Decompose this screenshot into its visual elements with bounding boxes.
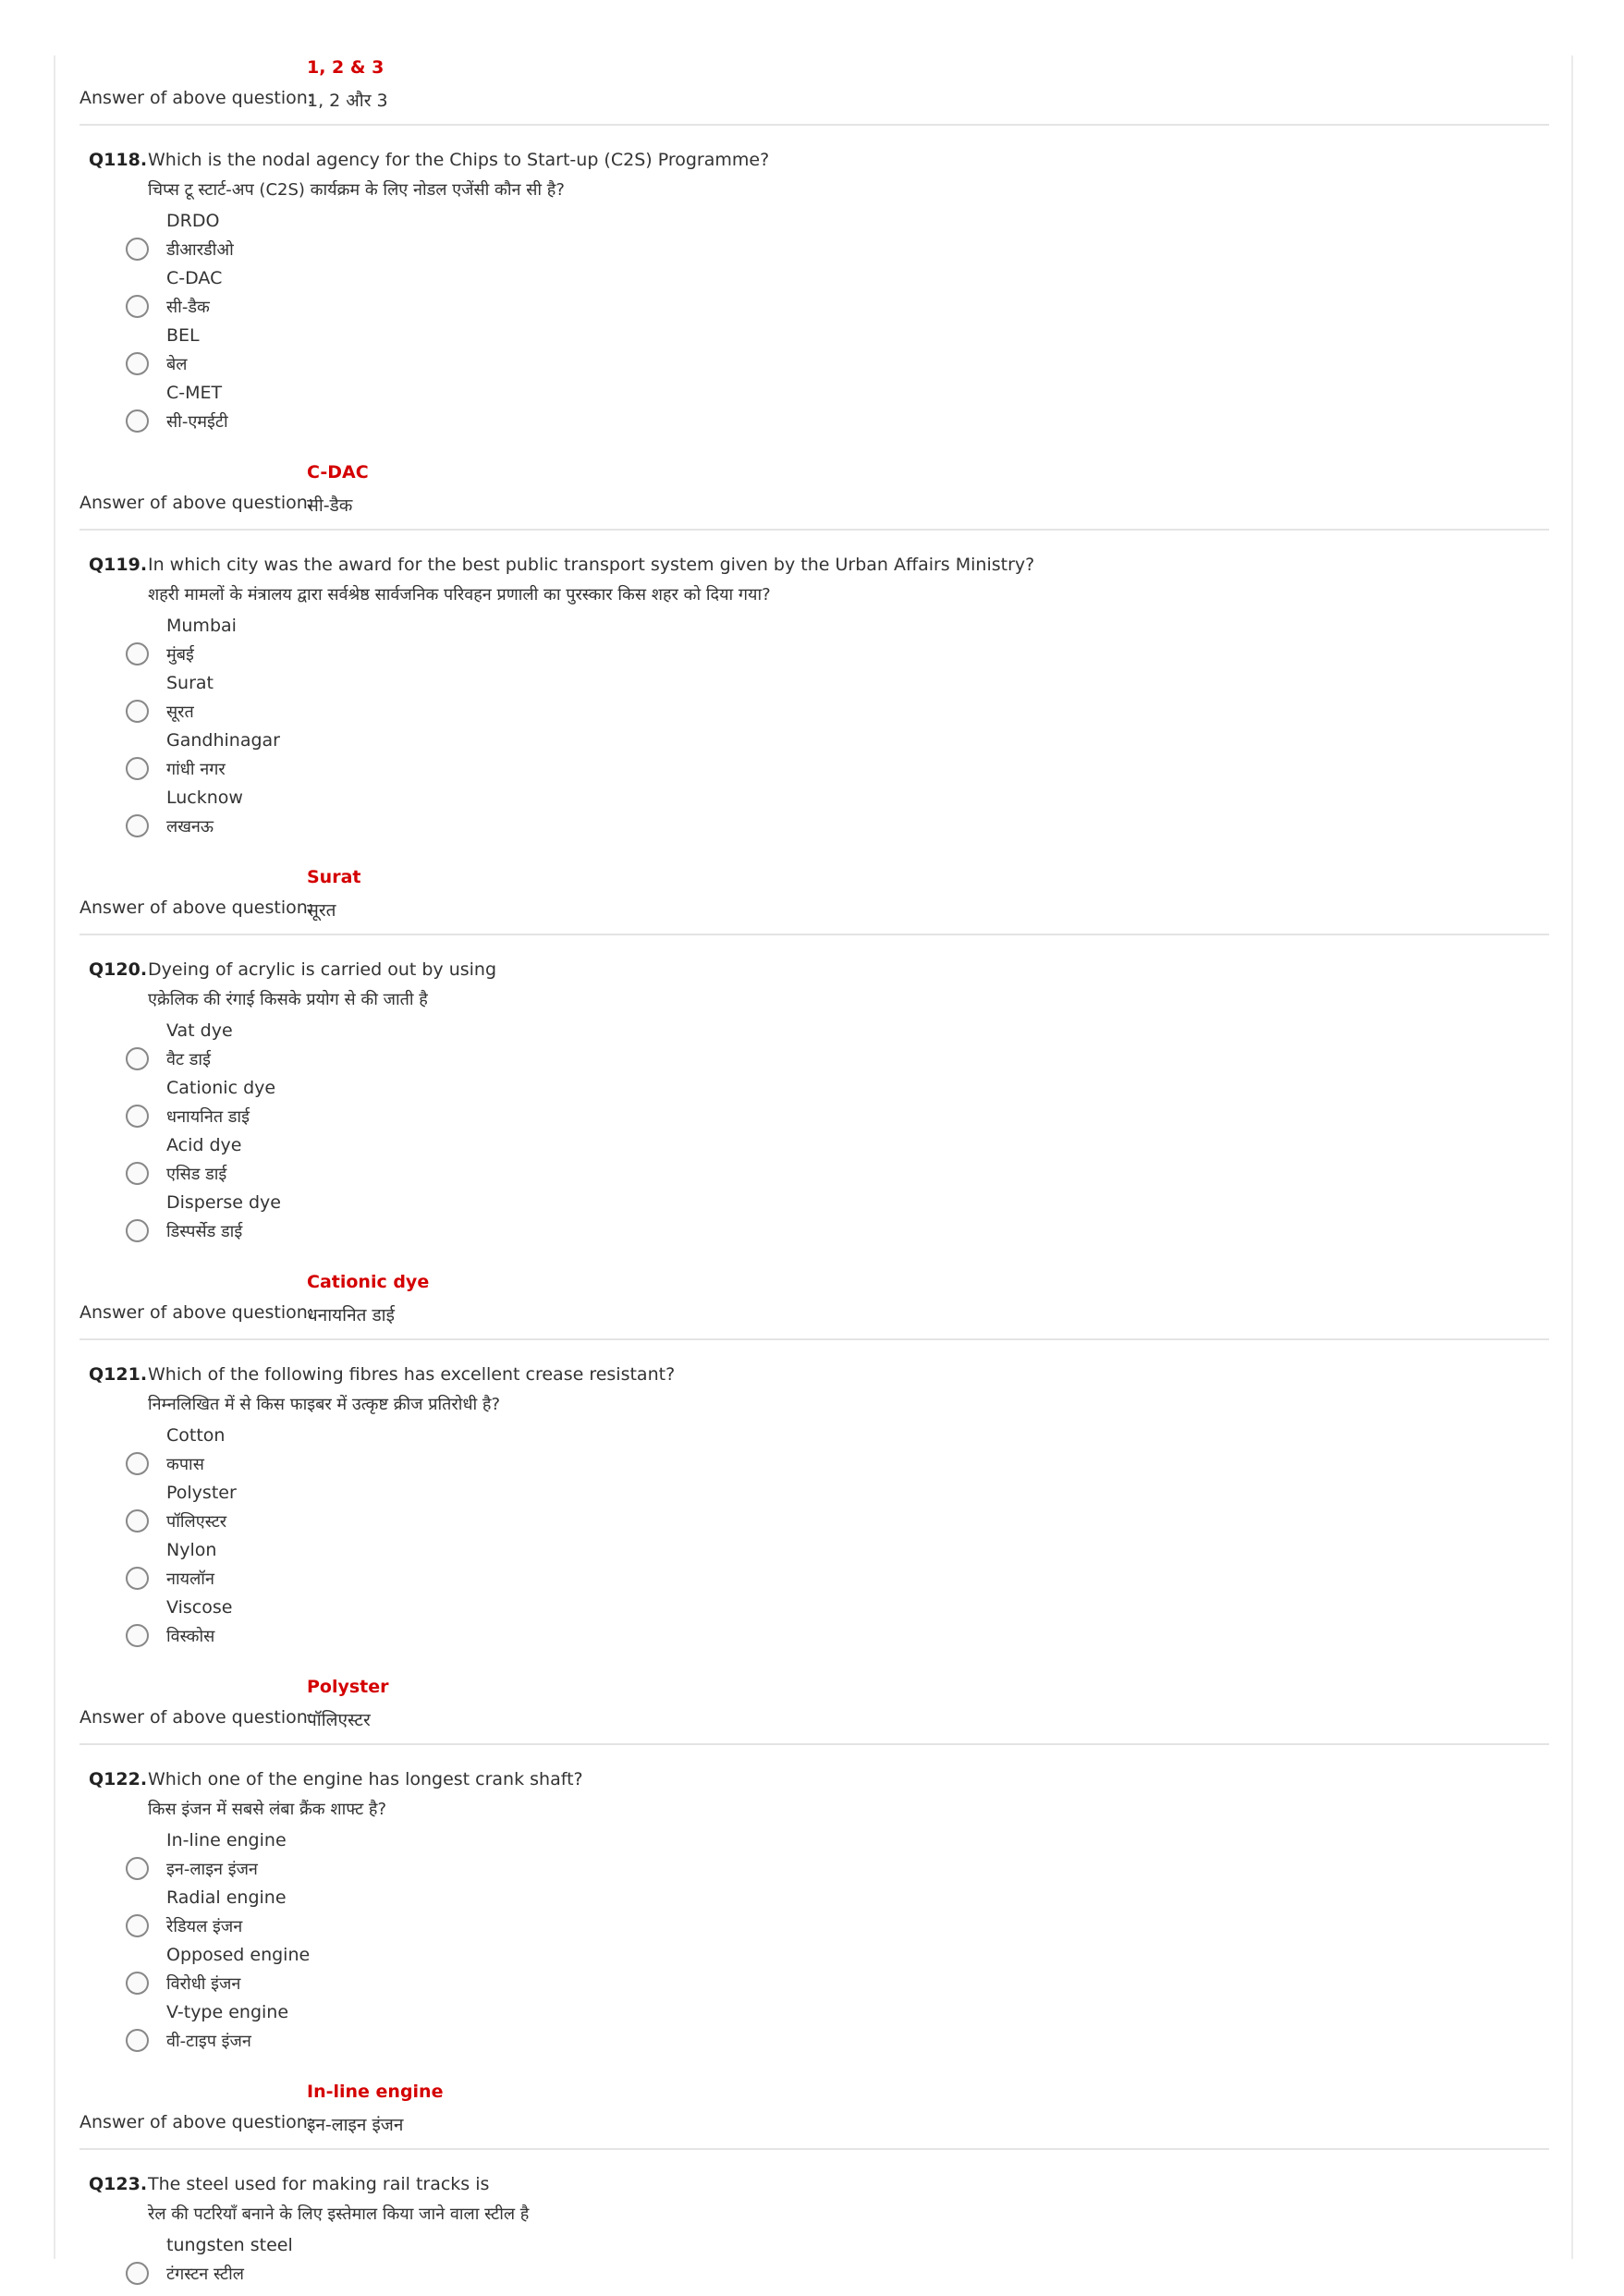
answer-hindi: पॉलिएस्टर — [307, 1710, 371, 1730]
question-text: Dyeing of acrylic is carried out by using — [148, 959, 497, 980]
option-label: In-line engine — [166, 1830, 287, 1850]
option-row — [79, 2027, 1549, 2056]
answer-label: Answer of above question: — [79, 1707, 314, 1728]
answer-english: Surat — [307, 867, 361, 887]
option-label: Gandhinagar — [166, 730, 280, 751]
answer-block — [79, 1272, 1549, 1325]
option-radio[interactable] — [126, 642, 149, 666]
option-label-hindi: सूरत — [166, 702, 194, 722]
option-label: Polyster — [166, 1483, 237, 1503]
question-number: Q119. — [89, 555, 148, 575]
question-list — [79, 150, 1549, 2150]
option-label-hindi: बेल — [166, 355, 188, 374]
option-label-hindi: इन-लाइन इंजन — [166, 1860, 258, 1879]
option-radio[interactable] — [126, 1452, 149, 1475]
option-label: Nylon — [166, 1540, 217, 1560]
option-label-hindi: वैट डाई — [166, 1050, 211, 1069]
option-row — [79, 755, 1549, 784]
option-row — [79, 698, 1549, 727]
question-block — [79, 555, 1549, 935]
option-row — [79, 1622, 1549, 1651]
option-radio[interactable] — [126, 1105, 149, 1128]
question-text-hindi: रेल की पटरियाँ बनाने के लिए इस्तेमाल किया जाने वाला स्टील है — [148, 2204, 530, 2224]
option-label-hindi: गांधी नगर — [166, 760, 226, 779]
question-block — [79, 150, 1549, 531]
question-text-hindi: चिप्स टू स्टार्ट-अप (C2S) कार्यक्रम के लिए नोडल एजेंसी कौन सी है? — [148, 180, 565, 200]
option-row — [79, 812, 1549, 841]
option-label: Viscose — [166, 1597, 233, 1618]
option-radio[interactable] — [126, 1972, 149, 1995]
option-label-hindi: एसिड डाई — [166, 1165, 227, 1184]
answer-block — [79, 867, 1549, 921]
option-label-hindi: टंगस्टन स्टील — [166, 2265, 244, 2284]
option-row — [79, 408, 1549, 436]
question-number: Q120. — [89, 959, 148, 980]
option-label-hindi: डिस्पर्सेड डाई — [166, 1222, 243, 1241]
page-frame-left — [54, 55, 55, 2259]
option-label-hindi: नायलॉन — [166, 1569, 214, 1589]
option-row — [79, 1855, 1549, 1884]
option-radio[interactable] — [126, 1219, 149, 1242]
divider — [79, 934, 1549, 935]
option-label: Surat — [166, 673, 214, 693]
option-radio[interactable] — [126, 757, 149, 780]
answer-label: Answer of above question: — [79, 898, 314, 918]
option-row — [79, 1160, 1549, 1189]
option-radio[interactable] — [126, 1914, 149, 1937]
option-label: Disperse dye — [166, 1192, 281, 1213]
question-text: Which one of the engine has longest crank shaft? — [148, 1769, 583, 1789]
option-row — [79, 1450, 1549, 1479]
answer-block — [79, 462, 1549, 516]
option-row — [79, 641, 1549, 669]
option-label-hindi: विरोधी इंजन — [166, 1974, 241, 1994]
answer-english: Polyster — [307, 1677, 389, 1697]
option-label-hindi: विस्कोस — [166, 1627, 215, 1646]
option-row — [79, 1217, 1549, 1246]
option-label: DRDO — [166, 211, 220, 231]
answer-label: Answer of above question: — [79, 2112, 314, 2132]
option-label: tungsten steel — [166, 2235, 293, 2255]
option-radio[interactable] — [126, 295, 149, 318]
answer-english: In-line engine — [307, 2082, 444, 2102]
question-number: Q122. — [89, 1769, 148, 1789]
option-row — [79, 1508, 1549, 1536]
divider — [79, 529, 1549, 531]
answer-block — [79, 2082, 1549, 2135]
answer-label: Answer of above question: — [79, 1302, 314, 1323]
answer-label: Answer of above question: — [79, 88, 314, 108]
divider — [79, 1338, 1549, 1340]
question-text: Which is the nodal agency for the Chips to Start-up (C2S) Programme? — [148, 150, 770, 170]
option-row — [79, 1045, 1549, 1074]
answer-hindi: धनायनित डाई — [307, 1305, 395, 1325]
question-text: The steel used for making rail tracks is — [148, 2174, 490, 2194]
answer-hindi: इन-लाइन इंजन — [307, 2115, 404, 2135]
option-row — [79, 1970, 1549, 1998]
option-radio[interactable] — [126, 2262, 149, 2285]
question-text: Which of the following fibres has excellent crease resistant? — [148, 1364, 676, 1385]
option-radio[interactable] — [126, 2029, 149, 2052]
question-text-hindi: एक्रेलिक की रंगाई किसके प्रयोग से की जाती है — [148, 990, 428, 1009]
option-row — [79, 236, 1549, 264]
answer-hindi: सी-डैक — [307, 495, 353, 516]
option-label-hindi: डीआरडीओ — [166, 240, 234, 260]
option-row — [79, 2260, 1549, 2289]
option-row — [79, 293, 1549, 322]
option-label: C-DAC — [166, 268, 223, 288]
question-text-hindi: शहरी मामलों के मंत्रालय द्वारा सर्वश्रेष्ठ सार्वजनिक परिवहन प्रणाली का पुरस्कार किस शहर को दिया गया? — [148, 585, 771, 605]
answer-block — [79, 57, 1549, 111]
option-label: Cotton — [166, 1425, 226, 1446]
answer-english: C-DAC — [307, 462, 369, 482]
option-label: C-MET — [166, 383, 223, 403]
option-label: Opposed engine — [166, 1945, 311, 1965]
answer-hindi: 1, 2 और 3 — [307, 91, 388, 111]
option-radio[interactable] — [126, 814, 149, 837]
option-label: Acid dye — [166, 1135, 242, 1155]
option-row — [79, 1912, 1549, 1941]
option-label-hindi: कपास — [166, 1455, 204, 1474]
question-text-hindi: किस इंजन में सबसे लंबा क्रैंक शाफ्ट है? — [148, 1800, 387, 1819]
option-label-hindi: वी-टाइप इंजन — [166, 2032, 251, 2051]
divider — [79, 1743, 1549, 1745]
answer-block — [79, 1677, 1549, 1730]
option-label-hindi: सी-एमईटी — [166, 412, 228, 432]
option-radio[interactable] — [126, 1047, 149, 1070]
option-label: V-type engine — [166, 2002, 289, 2022]
divider — [79, 124, 1549, 126]
answer-english: Cationic dye — [307, 1272, 430, 1292]
question-text-hindi: निम्नलिखित में से किस फाइबर में उत्कृष्ट क्रीज प्रतिरोधी है? — [148, 1395, 501, 1414]
question-q123 — [79, 2174, 1549, 2289]
option-radio[interactable] — [126, 1857, 149, 1880]
option-label: Cationic dye — [166, 1078, 276, 1098]
answer-label: Answer of above question: — [79, 493, 314, 513]
option-radio[interactable] — [126, 352, 149, 375]
question-text: In which city was the award for the best public transport system given by the Urban Affairs Ministry? — [148, 555, 1035, 575]
option-label: Lucknow — [166, 788, 243, 808]
question-block — [79, 1364, 1549, 1745]
option-label: Radial engine — [166, 1887, 287, 1908]
answer-hindi: सूरत — [307, 900, 336, 921]
option-radio[interactable] — [126, 1509, 149, 1533]
option-label-hindi: पॉलिएस्टर — [166, 1512, 227, 1532]
option-radio[interactable] — [126, 1567, 149, 1590]
option-label: Mumbai — [166, 616, 237, 636]
option-label: BEL — [166, 325, 200, 346]
divider — [79, 2148, 1549, 2150]
option-radio[interactable] — [126, 700, 149, 723]
option-label-hindi: धनायनित डाई — [166, 1107, 250, 1127]
option-row — [79, 1565, 1549, 1594]
option-row — [79, 1103, 1549, 1131]
option-radio[interactable] — [126, 1162, 149, 1185]
option-label-hindi: रेडियल इंजन — [166, 1917, 243, 1936]
option-radio[interactable] — [126, 1624, 149, 1647]
question-number: Q121. — [89, 1364, 148, 1385]
option-label-hindi: मुंबई — [166, 645, 194, 665]
option-label-hindi: लखनऊ — [166, 817, 214, 837]
question-block — [79, 1769, 1549, 2150]
question-number: Q123. — [89, 2174, 148, 2194]
question-number: Q118. — [89, 150, 148, 170]
option-label-hindi: सी-डैक — [166, 298, 210, 317]
page-frame-right — [1571, 55, 1573, 2259]
option-radio[interactable] — [126, 409, 149, 433]
option-label: Vat dye — [166, 1020, 233, 1041]
question-block — [79, 959, 1549, 1340]
question-paper — [79, 54, 1549, 2289]
option-radio[interactable] — [126, 238, 149, 261]
answer-english: 1, 2 & 3 — [307, 57, 385, 78]
option-row — [79, 350, 1549, 379]
